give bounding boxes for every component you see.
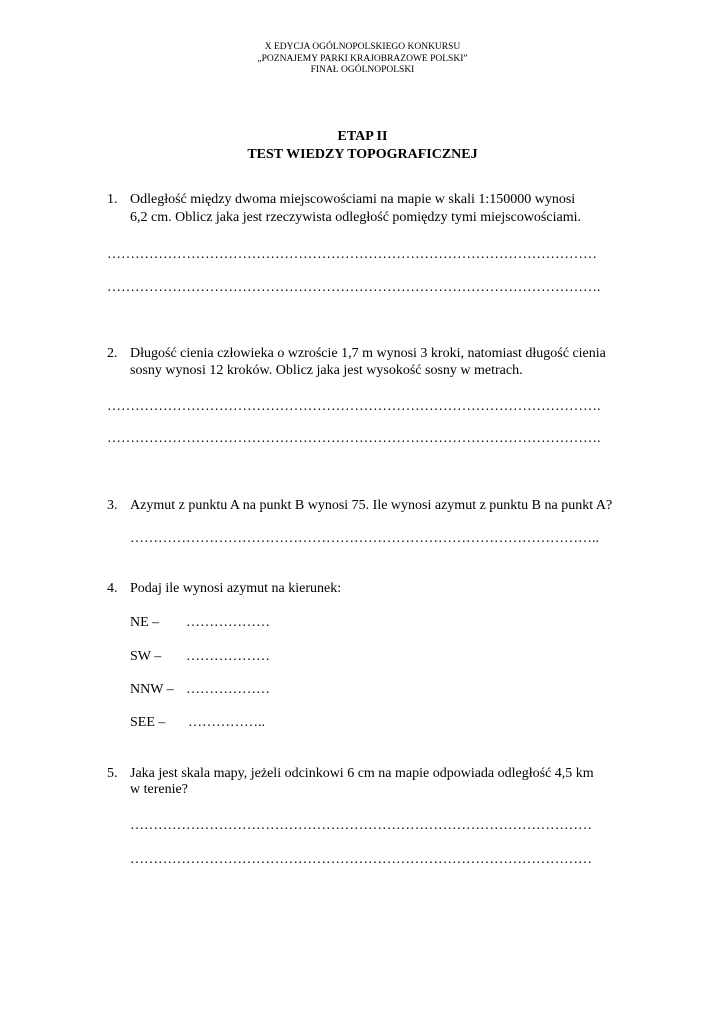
direction-label-nnw: NNW –: [130, 682, 174, 697]
question-text-line-2: sosny wynosi 12 kroków. Oblicz jaka jest wysokość sosny w metrach.: [130, 363, 523, 378]
question-text-line-2: w terenie?: [130, 782, 188, 797]
question-text-line-1: Azymut z punktu A na punkt B wynosi 75. Ile wynosi azymut z punktu B na punkt A?: [130, 498, 613, 513]
question-text-line-2: 6,2 cm. Oblicz jaka jest rzeczywista odległość pomiędzy tymi miejscowościami.: [130, 210, 581, 225]
document-title: [0, 128, 725, 164]
header-line-3: FINAŁ OGÓLNOPOLSKI: [310, 65, 415, 75]
direction-answer-sw[interactable]: ………………: [186, 649, 270, 664]
answer-line-1[interactable]: ………………………………………………………………………………………: [130, 818, 592, 833]
question-text-line-1: Długość cienia człowieka o wzroście 1,7 m wynosi 3 kroki, natomiast długość cienia: [130, 346, 606, 361]
direction-label-see: SEE –: [130, 715, 166, 730]
answer-line-1[interactable]: ………………………………………………………………………………………..: [130, 531, 599, 546]
answer-line-2[interactable]: ………………………………………………………………………………………: [130, 852, 592, 867]
header-line-1: X EDYCJA OGÓLNOPOLSKIEGO KONKURSU: [264, 42, 461, 52]
answer-line-1[interactable]: …………………………………………………………………………………………….: [107, 399, 601, 414]
question-text-line-1: Odległość między dwoma miejscowościami na mapie w skali 1:150000 wynosi: [130, 192, 576, 207]
direction-label-ne: NE –: [130, 615, 160, 630]
answer-line-2[interactable]: …………………………………………………………………………………………….: [107, 280, 601, 295]
question-text-line-1: Podaj ile wynosi azymut na kierunek:: [130, 581, 342, 596]
question-number: 2.: [107, 346, 118, 361]
direction-answer-see[interactable]: ……………..: [188, 715, 265, 730]
direction-answer-nnw[interactable]: ………………: [186, 682, 270, 697]
answer-line-1[interactable]: ……………………………………………………………………………………………: [107, 247, 597, 262]
direction-label-sw: SW –: [130, 649, 162, 664]
question-text-line-1: Jaka jest skala mapy, jeżeli odcinkowi 6 cm na mapie odpowiada odległość 4,5 km: [130, 766, 594, 781]
question-number: 5.: [107, 766, 118, 781]
question-number: 4.: [107, 581, 118, 596]
answer-line-2[interactable]: …………………………………………………………………………………………….: [107, 431, 601, 446]
header-line-2: „POZNAJEMY PARKI KRAJOBRAZOWE POLSKI”: [257, 53, 468, 64]
question-number: 1.: [107, 192, 118, 207]
title-line-1: ETAP II: [337, 129, 388, 144]
title-line-2: TEST WIEDZY TOPOGRAFICZNEJ: [247, 147, 478, 162]
direction-answer-ne[interactable]: ………………: [186, 615, 270, 630]
document-header: [0, 42, 725, 77]
question-number: 3.: [107, 498, 118, 513]
